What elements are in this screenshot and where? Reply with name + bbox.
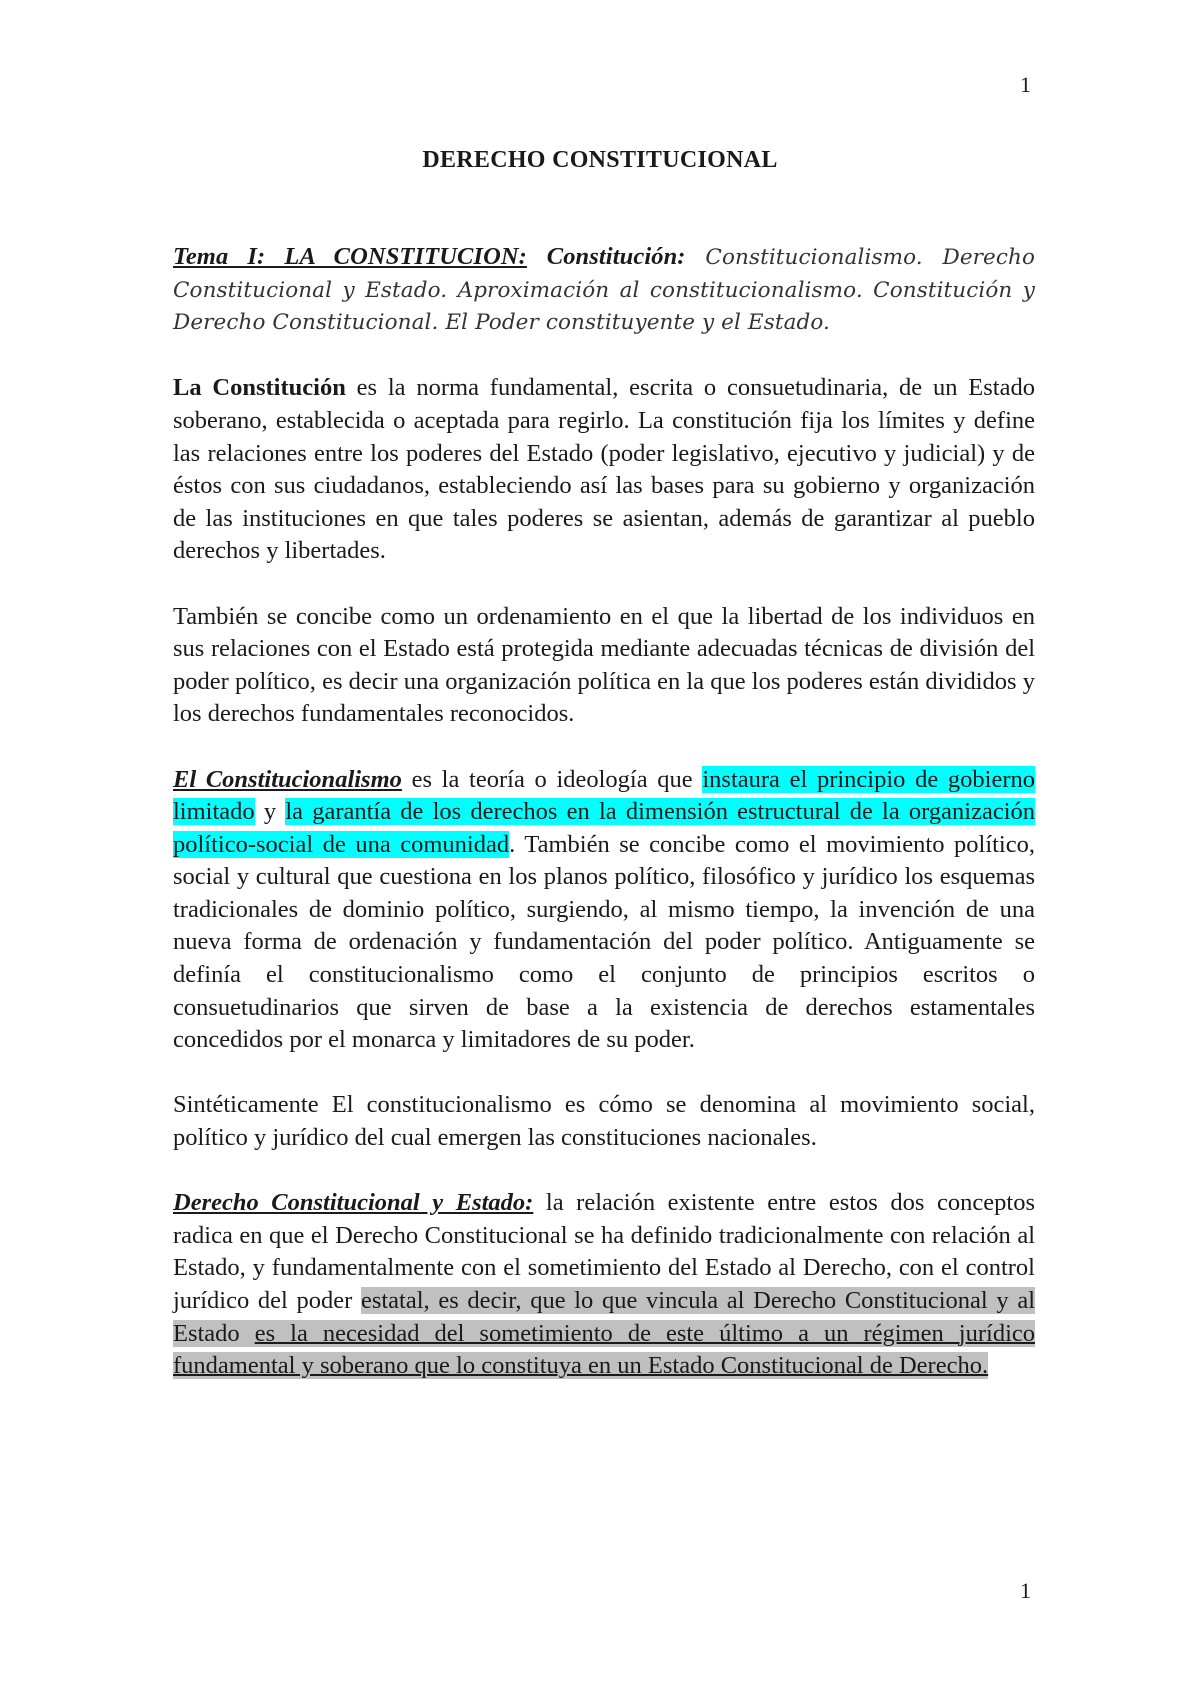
highlight-gray: estatal, es decir, que lo que vincula al Derecho Constitucional y al Estado	[173, 1287, 1036, 1347]
topic-list: Constitucionalismo. Derecho Constitucional y Estado. Aproximación al constitucionalismo. Constitución y Derecho Constitucional. El Poder constituyente y el Estado.	[173, 245, 1035, 336]
paragraph-text: es la teoría o ideología que	[401, 765, 703, 793]
paragraph-text: También se concibe como un ordenamiento en el que la libertad de los individuos en sus relaciones con el Estado está protegida mediante adecuadas técnicas de división del poder político, es decir una organización política en la que los poderes están divididos y los derechos fundamentales reconocidos.	[173, 602, 1035, 728]
highlight-gray-underlined: es la necesidad del sometimiento de este último a un régimen jurídico fundamental y soberano que lo constituya en un Estado Constitucional de Derecho.	[173, 1319, 1036, 1380]
term-constitucion: La Constitución	[173, 374, 346, 402]
paragraph-text: la relación existente entre estos dos conceptos radica en que el Derecho Constitucional se ha definido tradicionalmente con relación al Estado, y fundamentalmente con el sometimiento del Estado al Derecho, con el control jurídico del poder	[173, 1189, 1035, 1314]
term-derecho-estado: Derecho Constitucional y Estado:	[173, 1189, 534, 1217]
highlight-cyan-1: instaura el principio de gobierno limitado	[173, 765, 1036, 826]
paragraph-ordenamiento	[173, 601, 1035, 731]
page-number-top: 1	[1020, 72, 1031, 97]
document-body	[173, 241, 1035, 1415]
highlight-cyan-2: la garantía de los derechos en la dimensión estructural de la organización político-social de una comunidad	[173, 798, 1036, 858]
topic-sub: Constitución:	[546, 243, 686, 270]
paragraph-constitucionalismo	[173, 764, 1035, 1057]
paragraph-text: y	[254, 798, 286, 826]
topic-label: Tema I: LA CONSTITUCION:	[173, 243, 527, 270]
paragraph-constitucion	[173, 372, 1035, 568]
paragraph-text: . También se concibe como el movimiento político, social y cultural que cuestiona en los planos político, filosófico y jurídico los esquemas tradicionales de dominio político, surgiendo, al mismo tiempo, la invención de una nueva forma de ordenación y fundamentación del poder político. Antiguamente se definía el constitucionalismo como el conjunto de principios escritos o consuetudinarios que sirven de base a la existencia de derechos estamentales concedidos por el monarca y limitadores de su poder.	[173, 830, 1035, 1054]
page-number-bottom: 1	[1020, 1578, 1031, 1603]
paragraph-text: es la norma fundamental, escrita o consuetudinaria, de un Estado soberano, establecida o aceptada para regirlo. La constitución fija los límites y define las relaciones entre los poderes del Estado (poder legislativo, ejecutivo y judicial) y de éstos con sus ciudadanos, estableciendo así las bases para su gobierno y organización de las instituciones en que tales poderes se asientan, además de garantizar al pueblo derechos y libertades.	[173, 374, 1035, 565]
topic-paragraph	[173, 241, 1035, 340]
document-title: DERECHO CONSTITUCIONAL	[422, 147, 778, 173]
paragraph-sinteticamente	[173, 1089, 1035, 1154]
paragraph-text: Sintéticamente El constitucionalismo es cómo se denomina al movimiento social, político y jurídico del cual emergen las constituciones nacionales.	[173, 1091, 1035, 1152]
paragraph-derecho-estado	[173, 1187, 1035, 1383]
term-constitucionalismo: El Constitucionalismo	[173, 765, 402, 793]
